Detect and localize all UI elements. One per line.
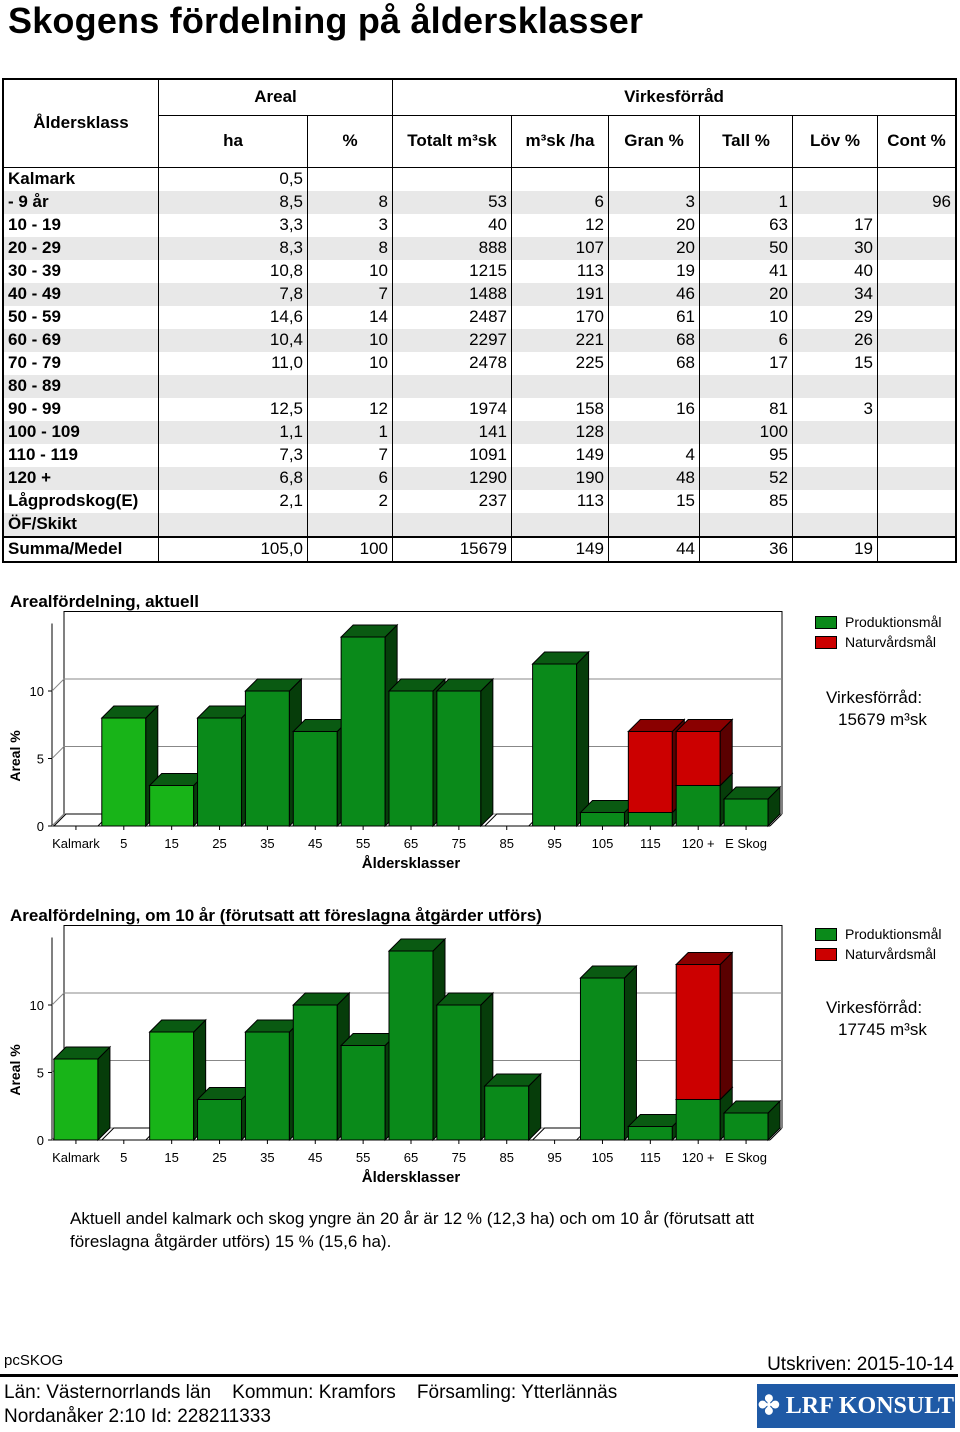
cell-ha: 12,5 [159,398,308,421]
cell-lov [793,444,878,467]
x-tick-label: 75 [451,1150,467,1165]
virkesforrad-label: Virkesförråd: [826,998,923,1017]
table-row [3,191,956,214]
col-m3ha: m³sk /ha [512,115,609,167]
bar-produktion [150,786,194,827]
bar-produktion [580,813,624,827]
x-tick-label: 65 [403,836,419,851]
cell-tall [700,167,793,191]
cell-pct [308,167,393,191]
cell-tall: 63 [700,214,793,237]
cell-klass: 30 - 39 [3,260,159,283]
col-lov: Löv % [793,115,878,167]
cell-gran: 3 [609,191,700,214]
cell-tall: 52 [700,467,793,490]
table-row [3,283,956,306]
x-tick-label: 45 [308,836,323,851]
lan: Län: Västernorrlands län [4,1382,212,1403]
x-tick-label: 55 [355,1150,371,1165]
chart-title: Arealfördelning, om 10 år (förutsatt att föreslagna åtgärder utförs) [10,906,542,925]
cell-totalt: 1215 [393,260,512,283]
cell-gran [609,421,700,444]
cell-tall: 50 [700,237,793,260]
x-tick-label: 35 [260,1150,275,1165]
x-axis-label: Åldersklasser [361,855,461,872]
bar-produktion [150,1032,194,1140]
cell-gran [609,375,700,398]
cell-klass: - 9 år [3,191,159,214]
bar-produktion [341,637,385,826]
cell-totalt: 2478 [393,352,512,375]
x-tick-label: 115 [639,836,661,851]
bar-produktion [198,1100,242,1141]
cell-tall: 6 [700,329,793,352]
cell-gran: 44 [609,537,700,562]
x-tick-label: 105 [591,836,614,851]
table-row [3,375,956,398]
cell-totalt [393,167,512,191]
col-pct: % [308,115,393,167]
table-row [3,260,956,283]
cell-pct: 7 [308,444,393,467]
x-tick-label: 115 [639,1150,661,1165]
cell-m3ha: 191 [512,283,609,306]
cell-m3ha: 107 [512,237,609,260]
cell-lov: 15 [793,352,878,375]
cell-m3ha: 6 [512,191,609,214]
table-row [3,444,956,467]
cell-tall: 85 [700,490,793,513]
cell-ha: 1,1 [159,421,308,444]
y-tick-label: 5 [36,1065,44,1081]
page-title: Skogens fördelning på åldersklasser [8,0,644,41]
cell-m3ha: 170 [512,306,609,329]
cell-klass: 40 - 49 [3,283,159,306]
table-row [3,421,956,444]
cell-tall: 20 [700,283,793,306]
x-tick-label: E Skog [725,836,768,851]
cell-lov: 17 [793,214,878,237]
table-row [3,352,956,375]
cell-cont [878,398,957,421]
cell-totalt: 1290 [393,467,512,490]
cell-gran: 15 [609,490,700,513]
cell-cont [878,467,957,490]
cell-m3ha: 225 [512,352,609,375]
cell-gran: 46 [609,283,700,306]
y-axis-label: Areal % [7,1044,23,1096]
bar-produktion [389,691,433,826]
cell-totalt: 2297 [393,329,512,352]
footer [0,1350,960,1432]
summary-row [3,537,956,562]
cell-klass: Summa/Medel [3,537,159,562]
x-tick-label: 15 [164,1150,179,1165]
cell-totalt: 1091 [393,444,512,467]
cell-pct: 2 [308,490,393,513]
x-tick-label: 25 [212,1150,227,1165]
cell-pct: 6 [308,467,393,490]
cell-klass: 120 + [3,467,159,490]
col-virkesforrad: Virkesförråd [393,79,957,115]
cell-pct: 10 [308,260,393,283]
kommun: Kommun: Kramfors [232,1382,396,1403]
cell-tall: 81 [700,398,793,421]
y-tick-label: 10 [29,998,44,1013]
cell-pct: 1 [308,421,393,444]
cell-totalt: 2487 [393,306,512,329]
y-tick-label: 10 [29,684,44,699]
cell-pct: 7 [308,283,393,306]
cell-ha: 105,0 [159,537,308,562]
x-tick-label: 105 [591,1150,614,1165]
cell-lov [793,421,878,444]
cell-tall: 95 [700,444,793,467]
cell-cont [878,329,957,352]
cell-ha: 2,1 [159,490,308,513]
cell-m3ha [512,167,609,191]
cell-klass: 20 - 29 [3,237,159,260]
cell-m3ha: 113 [512,260,609,283]
logo-text: LRF KONSULT [785,1392,955,1419]
cell-ha: 3,3 [159,214,308,237]
bar-produktion [293,1005,337,1140]
cell-lov: 19 [793,537,878,562]
bar-produktion [54,1059,98,1140]
y-tick-label: 5 [36,751,44,767]
x-tick-label: 85 [499,836,514,851]
cell-cont [878,352,957,375]
bar-produktion [628,813,672,827]
cell-cont [878,490,957,513]
legend-swatch-produktion [815,616,837,629]
cell-totalt: 888 [393,237,512,260]
table-row [3,398,956,421]
cell-m3ha: 128 [512,421,609,444]
cell-klass: 90 - 99 [3,398,159,421]
x-tick-label: 120 + [681,836,715,851]
legend-label-naturvard: Naturvårdsmål [845,634,937,650]
bar-produktion-side [98,1047,110,1140]
cell-m3ha: 190 [512,467,609,490]
cell-pct: 3 [308,214,393,237]
legend-label-produktion: Produktionsmål [845,614,942,630]
virkesforrad-label: Virkesförråd: [826,688,923,707]
clover-icon: ✤ [757,1391,780,1420]
cell-gran: 16 [609,398,700,421]
col-aldersklass: Åldersklass [3,79,159,167]
bar-produktion [437,691,481,826]
bar-produktion [341,1046,385,1141]
bar-naturvard [676,732,720,786]
cell-tall: 17 [700,352,793,375]
virkesforrad-box [826,997,927,1041]
cell-gran: 19 [609,260,700,283]
bar-produktion [628,1127,672,1141]
cell-m3ha: 221 [512,329,609,352]
app-name: pcSKOG [4,1352,64,1369]
cell-cont [878,306,957,329]
bar-produktion [580,978,624,1140]
x-tick-label: Kalmark [52,836,100,851]
cell-ha: 10,8 [159,260,308,283]
bar-produktion [676,786,720,827]
cell-ha: 7,8 [159,283,308,306]
cell-gran: 68 [609,329,700,352]
cell-klass: 110 - 119 [3,444,159,467]
chart-title: Arealfördelning, aktuell [10,592,199,611]
cell-totalt: 53 [393,191,512,214]
cell-gran: 20 [609,214,700,237]
cell-m3ha [512,375,609,398]
cell-cont [878,283,957,306]
cell-pct: 10 [308,352,393,375]
cell-cont [878,537,957,562]
cell-cont [878,214,957,237]
col-cont: Cont % [878,115,957,167]
cell-gran [609,513,700,537]
cell-tall [700,375,793,398]
cell-tall: 100 [700,421,793,444]
cell-lov [793,467,878,490]
bar-naturvard [628,732,672,813]
cell-klass: ÖF/Skikt [3,513,159,537]
print-date: Utskriven: 2015-10-14 [767,1354,954,1375]
cell-lov: 3 [793,398,878,421]
chart-legend [815,924,942,964]
x-tick-label: 35 [260,836,275,851]
cell-pct: 8 [308,237,393,260]
col-gran: Gran % [609,115,700,167]
age-class-table [2,78,957,563]
gridline [52,679,64,691]
x-tick-label: 120 + [681,1150,715,1165]
table-row [3,329,956,352]
table-row [3,237,956,260]
cell-totalt: 15679 [393,537,512,562]
chart-areal-aktuell [0,590,960,880]
cell-lov [793,167,878,191]
bar-produktion [293,732,337,827]
virkesforrad-value: 17745 m³sk [838,1020,927,1039]
bar-naturvard [676,965,720,1100]
cell-ha: 8,5 [159,191,308,214]
y-tick-label: 0 [36,1133,44,1148]
cell-lov: 40 [793,260,878,283]
cell-pct [308,513,393,537]
cell-klass: Kalmark [3,167,159,191]
cell-ha [159,513,308,537]
x-tick-label: 95 [547,836,562,851]
x-tick-label: 75 [451,836,467,851]
bar-produktion [676,1100,720,1141]
cell-cont [878,375,957,398]
cell-m3ha: 149 [512,444,609,467]
x-tick-label: 5 [120,1150,128,1165]
cell-pct: 12 [308,398,393,421]
table-row [3,467,956,490]
cell-m3ha: 12 [512,214,609,237]
cell-tall: 10 [700,306,793,329]
cell-cont [878,444,957,467]
bar-produktion [437,1005,481,1140]
bar-produktion-side [577,652,589,826]
x-tick-label: 65 [403,1150,419,1165]
cell-cont [878,260,957,283]
cell-gran [609,167,700,191]
table-row [3,167,956,191]
cell-m3ha: 113 [512,490,609,513]
cell-m3ha [512,513,609,537]
cell-lov [793,490,878,513]
cell-klass: Lågprodskog(E) [3,490,159,513]
cell-m3ha: 149 [512,537,609,562]
chart-areal-10ar [0,904,960,1194]
gridline [52,993,64,1005]
chart-legend [815,612,942,652]
bar-produktion [724,799,768,826]
cell-ha: 7,3 [159,444,308,467]
footer-divider [0,1374,958,1377]
cell-pct: 100 [308,537,393,562]
cell-ha: 0,5 [159,167,308,191]
cell-gran: 4 [609,444,700,467]
cell-cont [878,513,957,537]
bar-naturvard-side [720,953,732,1100]
x-tick-label: 85 [499,1150,514,1165]
bar-produktion [724,1113,768,1140]
cell-ha: 14,6 [159,306,308,329]
cell-totalt [393,513,512,537]
virkesforrad-value: 15679 m³sk [838,710,927,729]
y-axis-label: Areal % [7,730,23,782]
bar-produktion [389,951,433,1140]
bar-produktion [533,664,577,826]
cell-totalt: 40 [393,214,512,237]
x-tick-label: 5 [120,836,128,851]
x-axis-label: Åldersklasser [361,1169,461,1186]
cell-m3ha: 158 [512,398,609,421]
cell-cont [878,421,957,444]
cell-lov: 26 [793,329,878,352]
property-id: Nordanåker 2:10 Id: 228211333 [4,1406,271,1427]
cell-ha: 10,4 [159,329,308,352]
cell-tall: 41 [700,260,793,283]
bar-produktion-side [624,966,636,1140]
cell-pct: 14 [308,306,393,329]
cell-totalt: 1974 [393,398,512,421]
legend-swatch-naturvard [815,636,837,649]
cell-lov: 30 [793,237,878,260]
cell-cont [878,237,957,260]
cell-lov [793,191,878,214]
legend-swatch-produktion [815,928,837,941]
cell-ha: 11,0 [159,352,308,375]
cell-klass: 80 - 89 [3,375,159,398]
cell-pct: 8 [308,191,393,214]
col-areal: Areal [159,79,393,115]
table-row [3,513,956,537]
cell-lov [793,375,878,398]
cell-tall [700,513,793,537]
legend-label-naturvard: Naturvårdsmål [845,946,937,962]
table-row [3,306,956,329]
table-row [3,490,956,513]
col-totalt: Totalt m³sk [393,115,512,167]
cell-totalt: 237 [393,490,512,513]
bar-produktion [102,718,146,826]
cell-klass: 100 - 109 [3,421,159,444]
bar-produktion [485,1086,529,1140]
x-tick-label: 45 [308,1150,323,1165]
cell-klass: 60 - 69 [3,329,159,352]
legend-swatch-naturvard [815,948,837,961]
cell-ha: 8,3 [159,237,308,260]
forsamling: Församling: Ytterlännäs [416,1382,618,1403]
x-tick-label: 25 [212,836,227,851]
cell-pct: 10 [308,329,393,352]
bar-produktion [245,691,289,826]
cell-gran: 20 [609,237,700,260]
cell-gran: 61 [609,306,700,329]
legend-label-produktion: Produktionsmål [845,926,942,942]
y-tick-label: 0 [36,819,44,834]
cell-gran: 48 [609,467,700,490]
cell-klass: 70 - 79 [3,352,159,375]
bar-produktion [245,1032,289,1140]
x-tick-label: 55 [355,836,371,851]
lrf-konsult-logo [757,1384,955,1428]
x-tick-label: 15 [164,836,179,851]
bar-produktion-side [481,679,493,826]
x-tick-label: 95 [547,1150,562,1165]
cell-klass: 10 - 19 [3,214,159,237]
table-row [3,214,956,237]
x-tick-label: E Skog [725,1150,768,1165]
col-tall: Tall % [700,115,793,167]
gridline [52,747,64,759]
cell-cont [878,167,957,191]
bar-produktion [198,718,242,826]
virkesforrad-box [826,687,927,731]
cell-gran: 68 [609,352,700,375]
cell-totalt: 141 [393,421,512,444]
cell-cont: 96 [878,191,957,214]
cell-lov: 34 [793,283,878,306]
cell-ha [159,375,308,398]
location-info [4,1382,617,1404]
cell-tall: 36 [700,537,793,562]
col-ha: ha [159,115,308,167]
cell-klass: 50 - 59 [3,306,159,329]
cell-totalt: 1488 [393,283,512,306]
x-tick-label: Kalmark [52,1150,100,1165]
cell-lov: 29 [793,306,878,329]
summary-note: Aktuell andel kalmark och skog yngre än 20 år är 12 % (12,3 ha) och om 10 år (förutsatt att föreslagna åtgärder utförs) 15 % (15,6 ha). [70,1209,755,1251]
cell-tall: 1 [700,191,793,214]
cell-lov [793,513,878,537]
cell-totalt [393,375,512,398]
cell-ha: 6,8 [159,467,308,490]
cell-pct [308,375,393,398]
